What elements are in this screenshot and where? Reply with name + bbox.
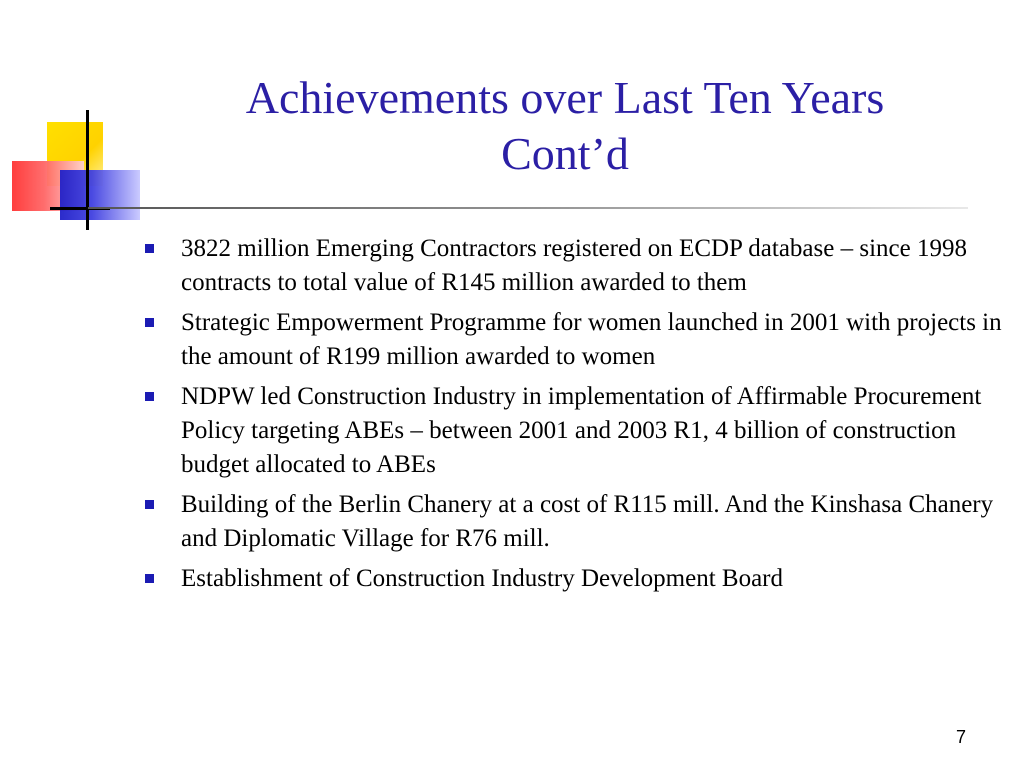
bullet-item xyxy=(145,232,1005,300)
title-divider-line xyxy=(88,207,968,209)
square-bullet-icon xyxy=(145,244,154,253)
logo-blue-square xyxy=(60,170,140,220)
square-bullet-icon xyxy=(145,500,154,509)
bullet-text: 3822 million Emerging Contractors registered on ECDP database – since 1998 contracts to total value of R145 million awarded to them xyxy=(181,235,967,296)
slide-title xyxy=(140,70,990,182)
bullet-text: Establishment of Construction Industry Development Board xyxy=(181,565,783,592)
bullet-item xyxy=(145,488,1005,556)
bullet-text: Strategic Empowerment Programme for women launched in 2001 with projects in the amount of R199 million awarded to women xyxy=(181,309,1002,370)
square-bullet-icon xyxy=(145,392,154,401)
bullet-list xyxy=(145,232,1005,602)
slide-title-line-1: Achievements over Last Ten Years xyxy=(245,72,885,123)
square-bullet-icon xyxy=(145,574,154,583)
bullet-item xyxy=(145,380,1005,482)
logo-vertical-line xyxy=(86,110,89,230)
bullet-item xyxy=(145,562,1005,596)
slide-title-line-2: Cont’d xyxy=(501,128,629,179)
bullet-text: NDPW led Construction Industry in implementation of Affirmable Procurement Policy targeting ABEs – between 2001 and 2003 R1, 4 billion of construction budget allocated to ABEs xyxy=(181,383,982,478)
bullet-text: Building of the Berlin Chanery at a cost of R115 mill. And the Kinshasa Chanery and Diplomatic Village for R76 mill. xyxy=(181,491,994,552)
page-number: 7 xyxy=(955,727,966,747)
bullet-item xyxy=(145,306,1005,374)
square-bullet-icon xyxy=(145,318,154,327)
